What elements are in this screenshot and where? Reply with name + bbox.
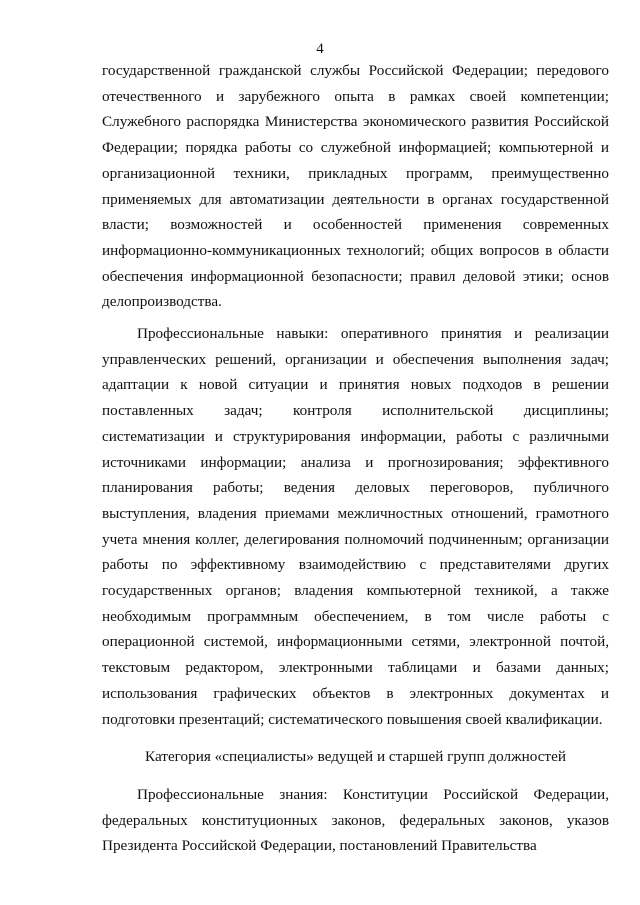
page-number: 4 bbox=[316, 41, 324, 57]
section-heading: Категория «специалисты» ведущей и старшей групп должностей bbox=[145, 748, 566, 766]
paragraph-knowledge-continued: государственной гражданской службы Российской Федерации; передового отечественного и зарубежного опыта в рамках своей компетенции; Служебного распорядка Министерства экономического развития Российской Федерации; порядка работы со служебной информацией; компьютерной и организационной техники, прикладных программ, преимущественно применяемых для автоматизации деятельности в органах государственной власти; возможностей и особенностей применения современных информационно-коммуникационных технологий; общих вопросов в области обеспечения информационной безопасности; правил деловой этики; основ делопроизводства. bbox=[102, 62, 609, 311]
document-body bbox=[102, 58, 609, 859]
paragraph-professional-skills: Профессиональные навыки: оперативного принятия и реализации управленческих решений, организации и обеспечения выполнения задач; адаптации к новой ситуации и принятия новых подходов в решении поставленных задач; контроля исполнительской дисциплины; систематизации и структурирования информации, работы с различными источниками информации; анализа и прогнозирования; эффективного планирования работы; ведения деловых переговоров, публичного выступления, владения приемами межличностных отношений, грамотного учета мнения коллег, делегирования полномочий подчиненным; организации работы по эффективному взаимодействию с представителями других государственных органов; владения компьютерной техникой, а также необходимым программным обеспечением, в том числе работы с операционной системой, информационными сетями, электронной почтой, текстовым редактором, электронными таблицами и базами данных; использования графических объектов в электронных документах и подготовки презентаций; систематического повышения своей квалификации. bbox=[102, 325, 609, 728]
paragraph-professional-knowledge: Профессиональные знания: Конституции Российской Федерации, федеральных конституционных законов, федеральных законов, указов Президента Российской Федерации, постановлений Правительства bbox=[102, 785, 609, 855]
